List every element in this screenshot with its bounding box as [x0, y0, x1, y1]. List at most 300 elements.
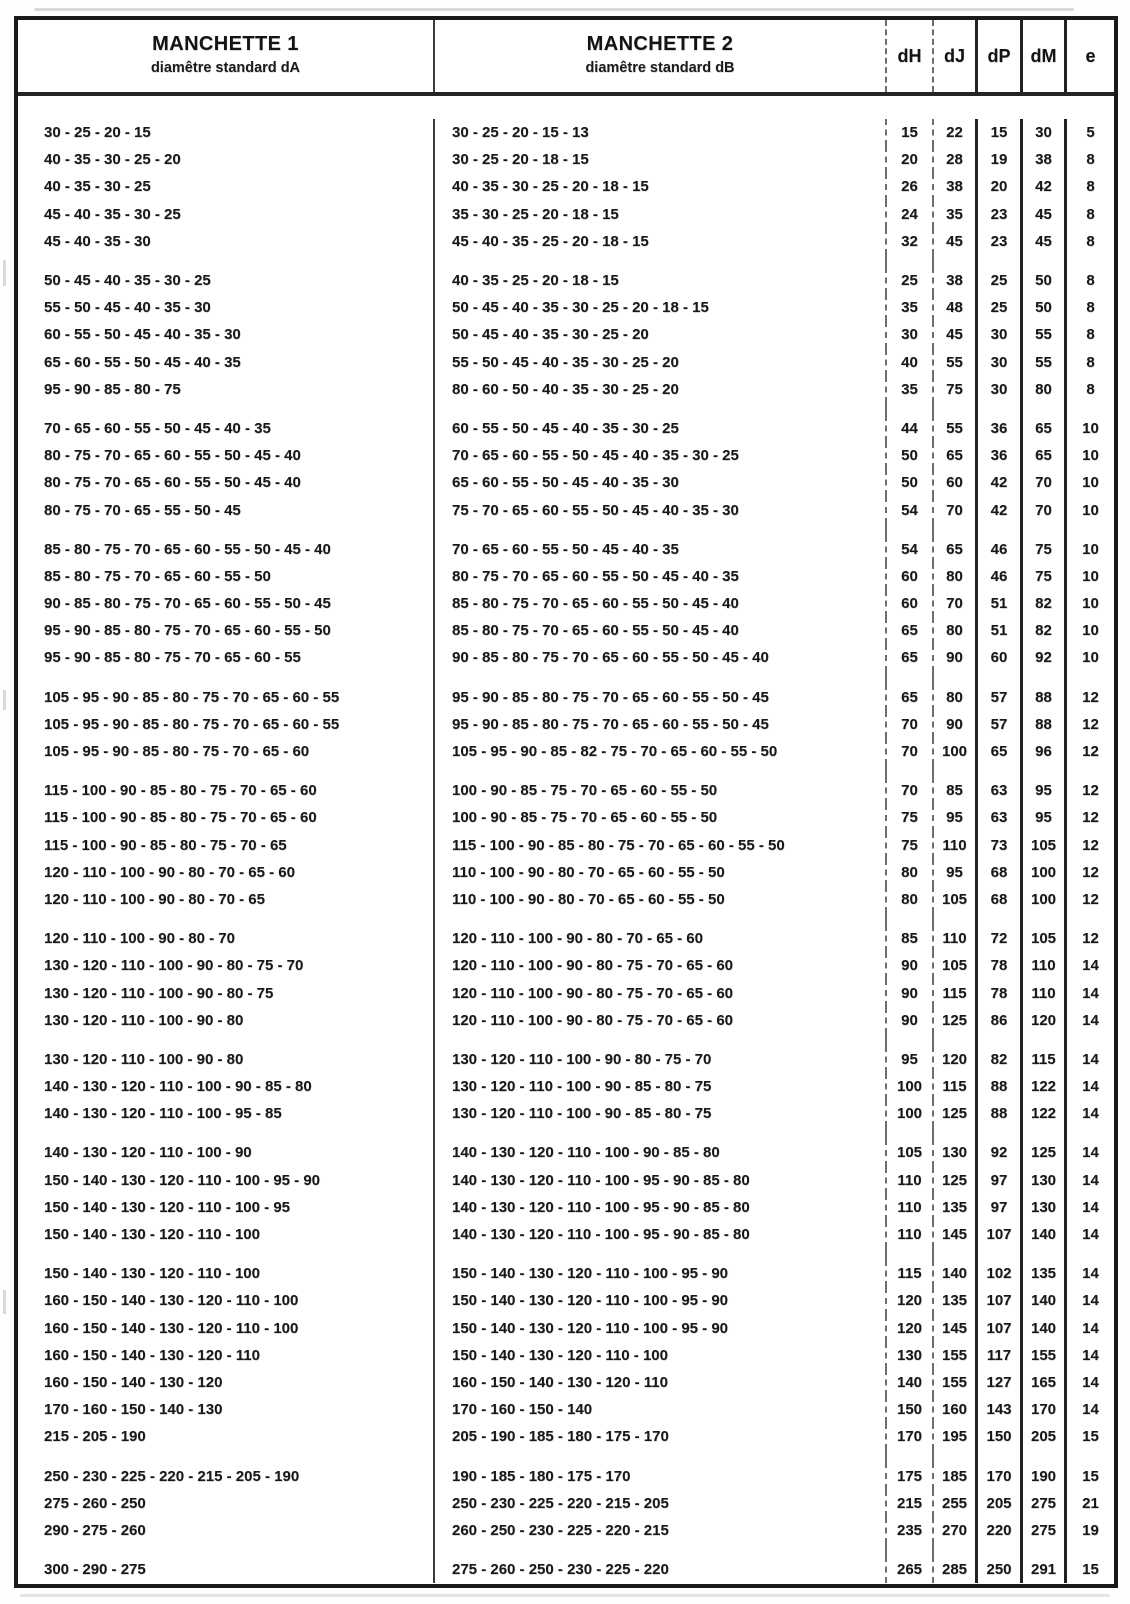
cell-e: 8: [1086, 272, 1095, 290]
scan-artifact-bottom: [20, 1594, 1110, 1597]
cell-e: [1067, 672, 1114, 684]
cell-e: 10: [1082, 567, 1099, 585]
cell-dp: 23: [978, 228, 1023, 255]
cell-dp: 46: [978, 563, 1023, 590]
cell-dj: [934, 1450, 978, 1462]
cell-dm: 205: [1023, 1423, 1067, 1450]
cell-dp: 86: [978, 1007, 1023, 1034]
cell-dp: 150: [978, 1423, 1023, 1450]
cell-dj: 130: [934, 1139, 978, 1166]
cell-db: 115 - 100 - 90 - 85 - 80 - 75 - 70 - 65 - 60 - 55 - 50: [435, 832, 887, 859]
group-spacer-row: [18, 403, 1114, 415]
cell-dj: [934, 255, 978, 267]
cell-dj: 100: [934, 738, 978, 765]
table-row: [18, 1167, 1114, 1194]
cell-e: 14: [1082, 1319, 1099, 1337]
group-spacer-row: [18, 1127, 1114, 1139]
cell-e: 12: [1082, 782, 1099, 800]
cell-dj: 55: [934, 415, 978, 442]
cell-db: 30 - 25 - 20 - 18 - 15: [435, 146, 887, 173]
cell-da: 140 - 130 - 120 - 110 - 100 - 90 - 85 - 80: [18, 1073, 435, 1100]
cell-dh: 85: [887, 925, 934, 952]
cell-db: [435, 672, 887, 684]
group-spacer-row: [18, 255, 1114, 267]
cell-dh: 90: [887, 979, 934, 1006]
cell-dj: [934, 1127, 978, 1139]
cell-e: 10: [1082, 474, 1099, 492]
cell-dp: 205: [978, 1490, 1023, 1517]
cell-dm: [1023, 1544, 1067, 1556]
table-row: [18, 415, 1114, 442]
group-spacer-row: [18, 1544, 1114, 1556]
cell-dp: 82: [978, 1046, 1023, 1073]
cell-dj: [934, 524, 978, 536]
cell-da: 65 - 60 - 55 - 50 - 45 - 40 - 35: [18, 349, 435, 376]
cell-db: 70 - 65 - 60 - 55 - 50 - 45 - 40 - 35: [435, 536, 887, 563]
cell-da: 80 - 75 - 70 - 65 - 55 - 50 - 45: [18, 496, 435, 523]
cell-dj: [934, 1034, 978, 1046]
cell-dp: 36: [978, 442, 1023, 469]
header-manchette-1: [18, 20, 435, 92]
cell-dm: 30: [1023, 119, 1067, 146]
cell-dh: 80: [887, 859, 934, 886]
table-row: [18, 321, 1114, 348]
cell-e: 14: [1082, 1346, 1099, 1364]
cell-dj: 125: [934, 1007, 978, 1034]
cell-dm: [1023, 913, 1067, 925]
cell-db: 65 - 60 - 55 - 50 - 45 - 40 - 35 - 30: [435, 469, 887, 496]
cell-db: 110 - 100 - 90 - 80 - 70 - 65 - 60 - 55 - 50: [435, 886, 887, 913]
cell-db: 30 - 25 - 20 - 15 - 13: [435, 119, 887, 146]
cell-dm: 275: [1023, 1517, 1067, 1544]
cell-dj: 255: [934, 1490, 978, 1517]
cell-db: 110 - 100 - 90 - 80 - 70 - 65 - 60 - 55 - 50: [435, 859, 887, 886]
cell-da: 140 - 130 - 120 - 110 - 100 - 90: [18, 1139, 435, 1166]
cell-db: 140 - 130 - 120 - 110 - 100 - 95 - 90 - 85 - 80: [435, 1194, 887, 1221]
cell-dm: [1023, 403, 1067, 415]
cell-da: 40 - 35 - 30 - 25: [18, 173, 435, 200]
cell-dm: 55: [1023, 321, 1067, 348]
cell-dh: 70: [887, 738, 934, 765]
cell-dj: 95: [934, 859, 978, 886]
cell-da: 160 - 150 - 140 - 130 - 120 - 110 - 100: [18, 1315, 435, 1342]
cell-dp: 250: [978, 1556, 1023, 1583]
cell-db: [435, 913, 887, 925]
table-row: [18, 777, 1114, 804]
cell-e: 14: [1082, 984, 1099, 1002]
cell-dp: 63: [978, 777, 1023, 804]
cell-dj: 115: [934, 1073, 978, 1100]
cell-dj: 105: [934, 886, 978, 913]
cell-da: [18, 403, 435, 415]
cell-dj: 90: [934, 644, 978, 671]
table-row: [18, 1073, 1114, 1100]
cell-dh: 150: [887, 1396, 934, 1423]
cell-dj: 105: [934, 952, 978, 979]
cell-dm: 275: [1023, 1490, 1067, 1517]
cell-db: 130 - 120 - 110 - 100 - 90 - 80 - 75 - 70: [435, 1046, 887, 1073]
table-row: [18, 1100, 1114, 1127]
cell-dj: [934, 403, 978, 415]
cell-dm: 88: [1023, 711, 1067, 738]
cell-dp: 51: [978, 617, 1023, 644]
cell-dp: 30: [978, 376, 1023, 403]
cell-dj: 195: [934, 1423, 978, 1450]
cell-dh: 235: [887, 1517, 934, 1544]
cell-dp: 107: [978, 1287, 1023, 1314]
cell-dm: 170: [1023, 1396, 1067, 1423]
table-row: [18, 496, 1114, 523]
cell-da: [18, 765, 435, 777]
cell-dm: 70: [1023, 469, 1067, 496]
cell-dj: [934, 672, 978, 684]
cell-e: 14: [1082, 1265, 1099, 1283]
cell-dp: 97: [978, 1194, 1023, 1221]
cell-dm: 92: [1023, 644, 1067, 671]
table-row: [18, 442, 1114, 469]
manchette-1-title: MANCHETTE 1: [152, 33, 299, 55]
table-row: [18, 711, 1114, 738]
header-manchette-2: [435, 20, 887, 92]
scan-artifact-mark: [3, 690, 6, 710]
cell-db: 150 - 140 - 130 - 120 - 110 - 100 - 95 - 90: [435, 1315, 887, 1342]
cell-dp: [978, 1127, 1023, 1139]
cell-da: 80 - 75 - 70 - 65 - 60 - 55 - 50 - 45 - 40: [18, 442, 435, 469]
cell-dm: [1023, 1450, 1067, 1462]
cell-e: 10: [1082, 501, 1099, 519]
cell-e: [1067, 913, 1114, 925]
cell-e: 14: [1082, 1144, 1099, 1162]
cell-dj: 110: [934, 832, 978, 859]
cell-dm: 45: [1023, 201, 1067, 228]
header-dJ: dJ: [934, 20, 978, 92]
cell-db: [435, 1544, 887, 1556]
cell-e: 19: [1082, 1521, 1099, 1539]
cell-da: [18, 1127, 435, 1139]
cell-db: 250 - 230 - 225 - 220 - 215 - 205: [435, 1490, 887, 1517]
cell-e: [1067, 1450, 1114, 1462]
cell-da: 70 - 65 - 60 - 55 - 50 - 45 - 40 - 35: [18, 415, 435, 442]
cell-db: 100 - 90 - 85 - 75 - 70 - 65 - 60 - 55 - 50: [435, 777, 887, 804]
cell-dp: 78: [978, 979, 1023, 1006]
cell-dj: 110: [934, 925, 978, 952]
table-row: [18, 536, 1114, 563]
cell-dh: 30: [887, 321, 934, 348]
cell-db: [435, 1127, 887, 1139]
cell-dj: 155: [934, 1369, 978, 1396]
cell-dh: 170: [887, 1423, 934, 1450]
cell-da: 115 - 100 - 90 - 85 - 80 - 75 - 70 - 65 - 60: [18, 804, 435, 831]
group-spacer-row: [18, 913, 1114, 925]
cell-e: [1067, 1034, 1114, 1046]
cell-da: 95 - 90 - 85 - 80 - 75 - 70 - 65 - 60 - 55: [18, 644, 435, 671]
cell-dp: [978, 672, 1023, 684]
cell-da: 120 - 110 - 100 - 90 - 80 - 70: [18, 925, 435, 952]
cell-dp: 102: [978, 1260, 1023, 1287]
cell-e: [1067, 403, 1114, 415]
cell-db: 40 - 35 - 25 - 20 - 18 - 15: [435, 267, 887, 294]
cell-dp: 73: [978, 832, 1023, 859]
cell-dp: 51: [978, 590, 1023, 617]
cell-dh: [887, 1450, 934, 1462]
cell-db: 130 - 120 - 110 - 100 - 90 - 85 - 80 - 75: [435, 1100, 887, 1127]
cell-db: 45 - 40 - 35 - 25 - 20 - 18 - 15: [435, 228, 887, 255]
cell-da: [18, 1248, 435, 1260]
cell-db: 150 - 140 - 130 - 120 - 110 - 100 - 95 - 90: [435, 1287, 887, 1314]
cell-dj: 285: [934, 1556, 978, 1583]
cell-db: [435, 1248, 887, 1260]
cell-db: 95 - 90 - 85 - 80 - 75 - 70 - 65 - 60 - 55 - 50 - 45: [435, 711, 887, 738]
cell-dj: 45: [934, 228, 978, 255]
cell-db: 140 - 130 - 120 - 110 - 100 - 95 - 90 - 85 - 80: [435, 1221, 887, 1248]
cell-db: 60 - 55 - 50 - 45 - 40 - 35 - 30 - 25: [435, 415, 887, 442]
cell-dh: 65: [887, 617, 934, 644]
cell-db: [435, 1450, 887, 1462]
cell-db: 95 - 90 - 85 - 80 - 75 - 70 - 65 - 60 - 55 - 50 - 45: [435, 684, 887, 711]
cell-e: 12: [1082, 743, 1099, 761]
table-row: [18, 804, 1114, 831]
table-row: [18, 1287, 1114, 1314]
cell-dh: 70: [887, 711, 934, 738]
cell-dj: 135: [934, 1194, 978, 1221]
cell-db: 70 - 65 - 60 - 55 - 50 - 45 - 40 - 35 - 30 - 25: [435, 442, 887, 469]
cell-dp: [978, 913, 1023, 925]
table-row: [18, 201, 1114, 228]
table-header: [18, 20, 1114, 96]
cell-dj: 125: [934, 1100, 978, 1127]
cell-dj: 55: [934, 349, 978, 376]
table-row: [18, 859, 1114, 886]
cell-da: 40 - 35 - 30 - 25 - 20: [18, 146, 435, 173]
cell-dm: 140: [1023, 1287, 1067, 1314]
cell-dp: 68: [978, 886, 1023, 913]
cell-da: 150 - 140 - 130 - 120 - 110 - 100 - 95: [18, 1194, 435, 1221]
cell-da: 215 - 205 - 190: [18, 1423, 435, 1450]
cell-da: 140 - 130 - 120 - 110 - 100 - 95 - 85: [18, 1100, 435, 1127]
cell-dm: 82: [1023, 590, 1067, 617]
table-row: [18, 684, 1114, 711]
cell-e: 8: [1086, 380, 1095, 398]
table-row: [18, 1139, 1114, 1166]
cell-db: 140 - 130 - 120 - 110 - 100 - 95 - 90 - 85 - 80: [435, 1167, 887, 1194]
cell-dj: 115: [934, 979, 978, 1006]
cell-da: 60 - 55 - 50 - 45 - 40 - 35 - 30: [18, 321, 435, 348]
cell-da: [18, 524, 435, 536]
cell-dj: 38: [934, 267, 978, 294]
cell-e: 12: [1082, 809, 1099, 827]
cell-dm: 155: [1023, 1342, 1067, 1369]
cell-dp: 97: [978, 1167, 1023, 1194]
cell-dj: 65: [934, 536, 978, 563]
cell-da: 90 - 85 - 80 - 75 - 70 - 65 - 60 - 55 - 50 - 45: [18, 590, 435, 617]
cell-dp: 25: [978, 267, 1023, 294]
cell-dm: 65: [1023, 442, 1067, 469]
cell-dh: [887, 1248, 934, 1260]
cell-dp: 57: [978, 711, 1023, 738]
cell-e: 12: [1082, 863, 1099, 881]
table-row: [18, 1556, 1114, 1583]
table-row: [18, 1369, 1114, 1396]
cell-dm: [1023, 1248, 1067, 1260]
cell-da: 85 - 80 - 75 - 70 - 65 - 60 - 55 - 50: [18, 563, 435, 590]
cell-dp: 20: [978, 173, 1023, 200]
cell-dp: 60: [978, 644, 1023, 671]
cell-dm: 140: [1023, 1315, 1067, 1342]
cell-dp: 220: [978, 1517, 1023, 1544]
cell-dm: 125: [1023, 1139, 1067, 1166]
cell-dj: 120: [934, 1046, 978, 1073]
cell-dp: 170: [978, 1462, 1023, 1489]
cell-dp: 15: [978, 119, 1023, 146]
cell-e: 8: [1086, 326, 1095, 344]
cell-dp: [978, 255, 1023, 267]
cell-dp: 57: [978, 684, 1023, 711]
cell-dm: 45: [1023, 228, 1067, 255]
cell-dh: [887, 255, 934, 267]
cell-da: 55 - 50 - 45 - 40 - 35 - 30: [18, 294, 435, 321]
cell-da: 105 - 95 - 90 - 85 - 80 - 75 - 70 - 65 - 60 - 55: [18, 684, 435, 711]
cell-dp: 19: [978, 146, 1023, 173]
cell-dm: 75: [1023, 536, 1067, 563]
cell-da: [18, 913, 435, 925]
cell-dm: 80: [1023, 376, 1067, 403]
cell-da: 160 - 150 - 140 - 130 - 120 - 110 - 100: [18, 1287, 435, 1314]
cell-dm: [1023, 524, 1067, 536]
cell-da: 150 - 140 - 130 - 120 - 110 - 100 - 95 - 90: [18, 1167, 435, 1194]
cell-dp: [978, 403, 1023, 415]
cell-e: 8: [1086, 353, 1095, 371]
cell-da: 105 - 95 - 90 - 85 - 80 - 75 - 70 - 65 - 60: [18, 738, 435, 765]
cell-dj: 155: [934, 1342, 978, 1369]
cell-dh: 95: [887, 1046, 934, 1073]
cell-e: 8: [1086, 299, 1095, 317]
cell-dp: 46: [978, 536, 1023, 563]
cell-dp: 143: [978, 1396, 1023, 1423]
cell-dj: 85: [934, 777, 978, 804]
table-row: [18, 617, 1114, 644]
cell-e: 12: [1082, 890, 1099, 908]
cell-dh: [887, 1034, 934, 1046]
cell-e: 10: [1082, 540, 1099, 558]
table-row: [18, 1194, 1114, 1221]
cell-dm: 122: [1023, 1100, 1067, 1127]
cell-db: 75 - 70 - 65 - 60 - 55 - 50 - 45 - 40 - 35 - 30: [435, 496, 887, 523]
cell-da: 115 - 100 - 90 - 85 - 80 - 75 - 70 - 65 - 60: [18, 777, 435, 804]
table-row: [18, 294, 1114, 321]
table-row: [18, 1221, 1114, 1248]
table-row: [18, 173, 1114, 200]
cell-dm: 291: [1023, 1556, 1067, 1583]
cell-db: 120 - 110 - 100 - 90 - 80 - 70 - 65 - 60: [435, 925, 887, 952]
cell-da: 130 - 120 - 110 - 100 - 90 - 80 - 75: [18, 979, 435, 1006]
cell-dj: 80: [934, 684, 978, 711]
cell-e: 14: [1082, 1226, 1099, 1244]
cell-dh: 20: [887, 146, 934, 173]
cell-dj: [934, 1248, 978, 1260]
cell-e: 14: [1082, 1198, 1099, 1216]
cell-dp: [978, 1450, 1023, 1462]
cell-dp: 25: [978, 294, 1023, 321]
cell-dh: 25: [887, 267, 934, 294]
cell-e: 14: [1082, 1011, 1099, 1029]
cell-dh: 24: [887, 201, 934, 228]
cell-dm: [1023, 765, 1067, 777]
cell-dj: 80: [934, 617, 978, 644]
table-row: [18, 925, 1114, 952]
table-row: [18, 1423, 1114, 1450]
group-spacer-row: [18, 524, 1114, 536]
table-row: [18, 1342, 1114, 1369]
cell-da: [18, 1544, 435, 1556]
cell-dm: 65: [1023, 415, 1067, 442]
cell-db: 85 - 80 - 75 - 70 - 65 - 60 - 55 - 50 - 45 - 40: [435, 590, 887, 617]
cell-dm: [1023, 1034, 1067, 1046]
cell-dp: 30: [978, 321, 1023, 348]
table-row: [18, 563, 1114, 590]
group-spacer-row: [18, 765, 1114, 777]
cell-dh: 60: [887, 563, 934, 590]
cell-dh: 15: [887, 119, 934, 146]
cell-dm: 100: [1023, 886, 1067, 913]
cell-dm: 110: [1023, 979, 1067, 1006]
cell-dh: [887, 765, 934, 777]
table-row: [18, 832, 1114, 859]
cell-da: [18, 1034, 435, 1046]
cell-dj: 38: [934, 173, 978, 200]
cell-dp: 30: [978, 349, 1023, 376]
cell-dm: 75: [1023, 563, 1067, 590]
cell-dm: 95: [1023, 777, 1067, 804]
cell-dj: 75: [934, 376, 978, 403]
cell-e: 10: [1082, 419, 1099, 437]
cell-dh: [887, 524, 934, 536]
cell-dj: 35: [934, 201, 978, 228]
cell-dh: 50: [887, 442, 934, 469]
cell-dm: 130: [1023, 1167, 1067, 1194]
cell-dj: 160: [934, 1396, 978, 1423]
cell-dm: 38: [1023, 146, 1067, 173]
cell-db: 55 - 50 - 45 - 40 - 35 - 30 - 25 - 20: [435, 349, 887, 376]
cell-da: 250 - 230 - 225 - 220 - 215 - 205 - 190: [18, 1462, 435, 1489]
table-row: [18, 469, 1114, 496]
cell-db: 35 - 30 - 25 - 20 - 18 - 15: [435, 201, 887, 228]
cell-dh: 265: [887, 1556, 934, 1583]
cell-da: 130 - 120 - 110 - 100 - 90 - 80: [18, 1046, 435, 1073]
cell-dh: [887, 913, 934, 925]
cell-dh: 54: [887, 536, 934, 563]
cell-db: [435, 1034, 887, 1046]
cell-dm: 115: [1023, 1046, 1067, 1073]
cell-db: 90 - 85 - 80 - 75 - 70 - 65 - 60 - 55 - 50 - 45 - 40: [435, 644, 887, 671]
cell-da: 85 - 80 - 75 - 70 - 65 - 60 - 55 - 50 - 45 - 40: [18, 536, 435, 563]
table-row: [18, 1260, 1114, 1287]
cell-dh: 110: [887, 1167, 934, 1194]
group-spacer-row: [18, 672, 1114, 684]
cell-da: 120 - 110 - 100 - 90 - 80 - 70 - 65: [18, 886, 435, 913]
cell-dh: 32: [887, 228, 934, 255]
cell-dp: 63: [978, 804, 1023, 831]
cell-dh: 35: [887, 376, 934, 403]
cell-dh: 44: [887, 415, 934, 442]
cell-dm: 105: [1023, 832, 1067, 859]
cell-e: 14: [1082, 1171, 1099, 1189]
cell-db: 150 - 140 - 130 - 120 - 110 - 100: [435, 1342, 887, 1369]
cell-da: 95 - 90 - 85 - 80 - 75: [18, 376, 435, 403]
cell-dj: 145: [934, 1315, 978, 1342]
cell-e: 14: [1082, 1401, 1099, 1419]
manchette-dimension-table: [14, 16, 1118, 1588]
cell-da: 160 - 150 - 140 - 130 - 120 - 110: [18, 1342, 435, 1369]
